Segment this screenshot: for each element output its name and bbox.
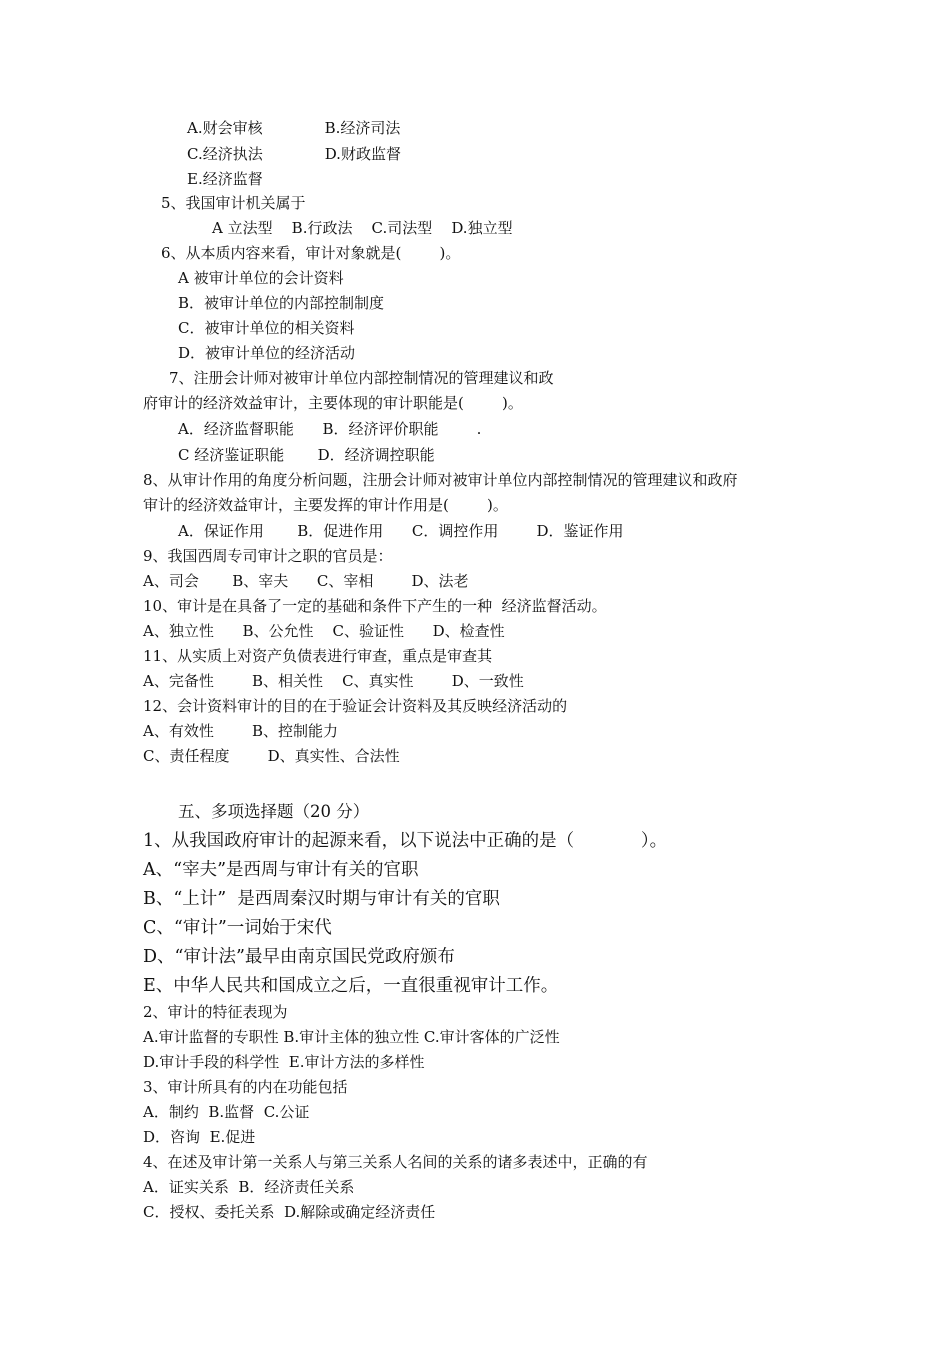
mc-q2-options-line-1: A.审计监督的专职性 B.审计主体的独立性 C.审计客体的广泛性 xyxy=(143,1028,560,1046)
mc-question-3: 3、审计所具有的内在功能包括 xyxy=(143,1078,348,1096)
option-q6-d: D．被审计单位的经济活动 xyxy=(178,344,356,362)
option-q6-a: A 被审计单位的会计资料 xyxy=(178,269,344,287)
mc-question-4: 4、在述及审计第一关系人与第三关系人名间的关系的诸多表述中，正确的有 xyxy=(143,1153,648,1171)
mc-q4-options-line-2: C．授权、委托关系 D.解除或确定经济责任 xyxy=(143,1203,436,1221)
mc-q3-options-line-1: A．制约 B.监督 C.公证 xyxy=(143,1103,310,1121)
section-heading-multiple-choice: 五、多项选择题（20 分） xyxy=(178,802,370,821)
question-8-line-1: 8、从审计作用的角度分析问题，注册会计师对被审计单位内部控制情况的管理建议和政府 xyxy=(143,471,738,489)
options-q9: A、司会 B、宰夫 C、宰相 D、法老 xyxy=(143,572,469,590)
option-q6-c: C．被审计单位的相关资料 xyxy=(178,319,355,337)
mc-q1-option-e: E、中华人民共和国成立之后，一直很重视审计工作。 xyxy=(143,976,559,996)
mc-q1-option-d: D、“审计法”最早由南京国民党政府颁布 xyxy=(143,947,455,967)
options-q12-line-2: C、责任程度 D、真实性、合法性 xyxy=(143,747,400,765)
mc-q2-options-line-2: D.审计手段的科学性 E.审计方法的多样性 xyxy=(143,1053,425,1071)
mc-q1-option-c: C、“审计”一词始于宋代 xyxy=(143,918,332,938)
options-q7-line-1: A．经济监督职能 B．经济评价职能 . xyxy=(178,420,482,438)
question-11: 11、从实质上对资产负债表进行审查，重点是审查其 xyxy=(143,647,493,665)
mc-q3-options-line-2: D．咨询 E.促进 xyxy=(143,1128,256,1146)
options-q8: A．保证作用 B．促进作用 C．调控作用 D．鉴证作用 xyxy=(178,522,624,540)
question-5: 5、我国审计机关属于 xyxy=(161,194,306,212)
options-q7-line-2: C 经济鉴证职能 D．经济调控职能 xyxy=(178,446,435,464)
options-q4-line-3: E.经济监督 xyxy=(187,170,263,188)
options-q5: A 立法型 B.行政法 C.司法型 D.独立型 xyxy=(212,219,513,237)
question-6: 6、从本质内容来看，审计对象就是( )。 xyxy=(161,244,461,262)
mc-q1-option-a: A、“宰夫”是西周与审计有关的官职 xyxy=(143,860,419,880)
options-q4-line-2: C.经济执法 D.财政监督 xyxy=(187,145,401,163)
options-q4-line-1: A.财会审核 B.经济司法 xyxy=(187,119,401,137)
option-q6-b: B．被审计单位的内部控制制度 xyxy=(178,294,385,312)
question-7-line-1: 7、注册会计师对被审计单位内部控制情况的管理建议和政 xyxy=(169,369,554,387)
question-12: 12、会计资料审计的目的在于验证会计资料及其反映经济活动的 xyxy=(143,697,568,715)
question-8-line-2: 审计的经济效益审计，主要发挥的审计作用是( )。 xyxy=(143,496,508,514)
question-7-line-2: 府审计的经济效益审计，主要体现的审计职能是( )。 xyxy=(143,394,523,412)
mc-q1-option-b: B、“上计” 是西周秦汉时期与审计有关的官职 xyxy=(143,889,500,909)
options-q10: A、独立性 B、公允性 C、验证性 D、检查性 xyxy=(143,622,505,640)
question-10: 10、审计是在具备了一定的基础和条件下产生的一种 经济监督活动。 xyxy=(143,597,607,615)
options-q11: A、完备性 B、相关性 C、真实性 D、一致性 xyxy=(143,672,524,690)
mc-q4-options-line-1: A．证实关系 B．经济责任关系 xyxy=(143,1178,355,1196)
mc-question-1: 1、从我国政府审计的起源来看，以下说法中正确的是（ ）。 xyxy=(143,831,668,851)
options-q12-line-1: A、有效性 B、控制能力 xyxy=(143,722,339,740)
mc-question-2: 2、审计的特征表现为 xyxy=(143,1003,288,1021)
question-9: 9、我国西周专司审计之职的官员是： xyxy=(143,547,393,565)
